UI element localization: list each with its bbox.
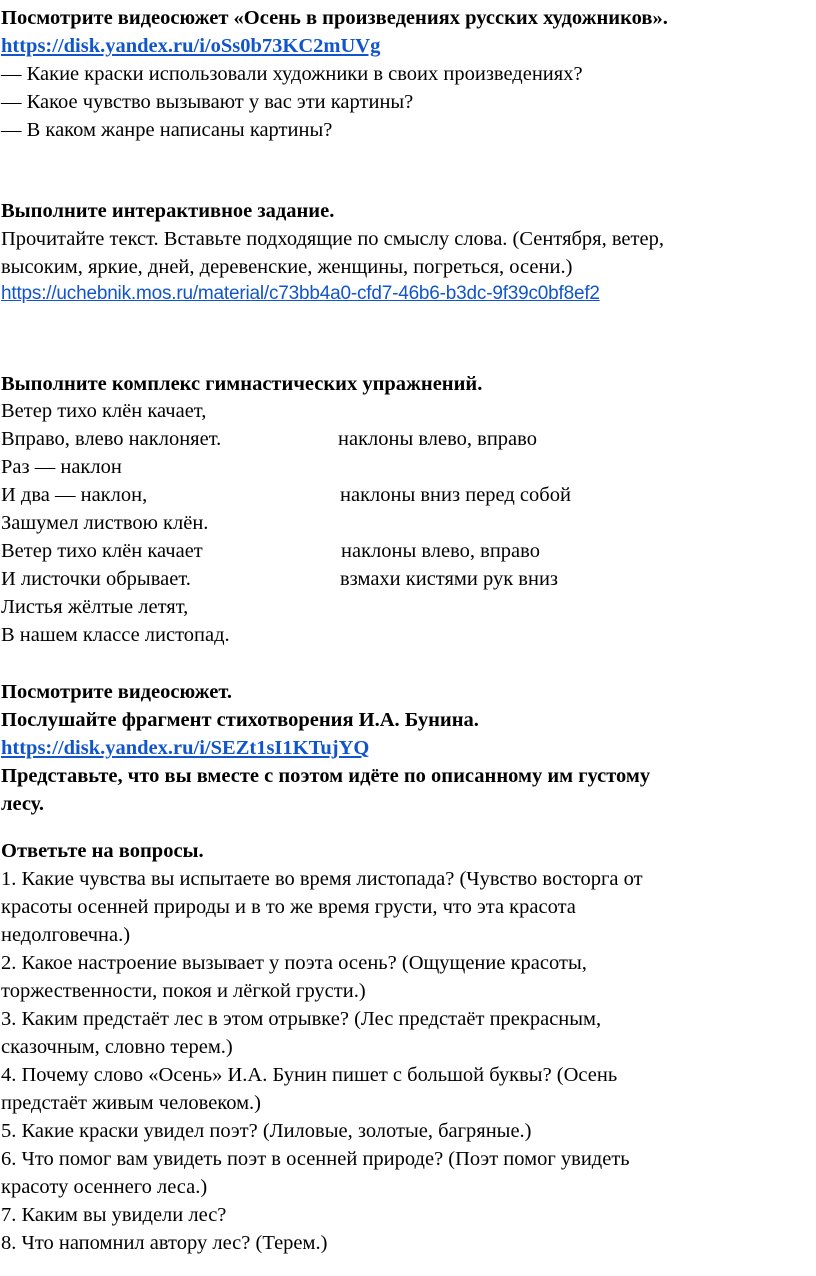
verse-text: Вправо, влево наклоняет. (1, 428, 222, 450)
verse-text: И два — наклон, (1, 484, 148, 506)
section3-title: Выполните комплекс гимнастических упражнений. (1, 373, 483, 395)
imagine-line: лесу. (1, 793, 45, 815)
exercise-action: наклоны вниз перед собой (340, 484, 571, 506)
verse-text: Раз — наклон (1, 456, 122, 478)
question-line: — Какое чувство вызывают у вас эти картины? (1, 91, 414, 113)
task-text-line: Прочитайте текст. Вставьте подходящие по смыслу слова. (Сентября, ветер, (1, 228, 664, 250)
exercise-line (1, 397, 206, 425)
answer-line: 1. Какие чувства вы испытаете во время листопада? (Чувство восторга от (1, 868, 643, 890)
exercise-line (1, 509, 208, 537)
task-text-line: высоким, яркие, дней, деревенские, женщины, погреться, осени.) (1, 256, 573, 278)
exercise-action: взмахи кистями рук вниз (340, 568, 559, 590)
imagine-line: Представьте, что вы вместе с поэтом идёте по описанному им густому (1, 765, 651, 787)
section4-title: Посмотрите видеосюжет. (1, 681, 232, 703)
verse-text: В нашем классе листопад. (1, 624, 230, 646)
answer-line: недолговечна.) (1, 924, 131, 946)
video-link-2[interactable]: https://disk.yandex.ru/i/SEZt1sI1KTujYQ (1, 737, 370, 759)
answer-line: 7. Каким вы увидели лес? (1, 1204, 227, 1226)
answer-line: 4. Почему слово «Осень» И.А. Бунин пишет с большой буквы? (Осень (1, 1064, 618, 1086)
interactive-task-link[interactable]: https://uchebnik.mos.ru/material/c73bb4a0-cfd7-46b6-b3dc-9f39c0bf8ef2 (1, 283, 600, 304)
video-link-1[interactable]: https://disk.yandex.ru/i/oSs0b73KC2mUVg (1, 35, 381, 57)
exercise-line (1, 537, 801, 565)
answer-line: сказочным, словно терем.) (1, 1036, 233, 1058)
exercise-line (1, 481, 801, 509)
section4-subtitle: Послушайте фрагмент стихотворения И.А. Бунина. (1, 709, 479, 731)
answer-line: 8. Что напомнил автору лес? (Терем.) (1, 1232, 328, 1254)
question-line: — Какие краски использовали художники в своих произведениях? (1, 63, 583, 85)
answer-line: 2. Какое настроение вызывает у поэта осень? (Ощущение красоты, (1, 952, 587, 974)
answer-line: торжественности, покоя и лёгкой грусти.) (1, 980, 366, 1002)
verse-text: Листья жёлтые летят, (1, 596, 189, 618)
exercise-line (1, 565, 801, 593)
verse-text: Ветер тихо клён качает (1, 540, 203, 562)
exercise-line (1, 621, 230, 649)
section5-title: Ответьте на вопросы. (1, 840, 204, 862)
verse-text: Ветер тихо клён качает, (1, 400, 207, 422)
exercise-action: наклоны влево, вправо (338, 428, 537, 450)
answer-line: 5. Какие краски увидел поэт? (Лиловые, золотые, багряные.) (1, 1120, 532, 1142)
question-line: — В каком жанре написаны картины? (1, 119, 333, 141)
answer-line: красоту осеннего леса.) (1, 1176, 208, 1198)
answer-line: 3. Каким предстаёт лес в этом отрывке? (Лес предстаёт прекрасным, (1, 1008, 602, 1030)
exercise-line (1, 453, 122, 481)
answer-line: предстаёт живым человеком.) (1, 1092, 262, 1114)
verse-text: И листочки обрывает. (1, 568, 191, 590)
verse-text: Зашумел листвою клён. (1, 512, 209, 534)
exercise-action: наклоны влево, вправо (341, 540, 540, 562)
exercise-line (1, 593, 188, 621)
answer-line: 6. Что помог вам увидеть поэт в осенней природе? (Поэт помог увидеть (1, 1148, 630, 1170)
section2-title: Выполните интерактивное задание. (1, 200, 335, 222)
exercise-line (1, 425, 801, 453)
section1-title: Посмотрите видеосюжет «Осень в произведениях русских художников». (1, 7, 668, 29)
answer-line: красоты осенней природы и в то же время грусти, что эта красота (1, 896, 576, 918)
